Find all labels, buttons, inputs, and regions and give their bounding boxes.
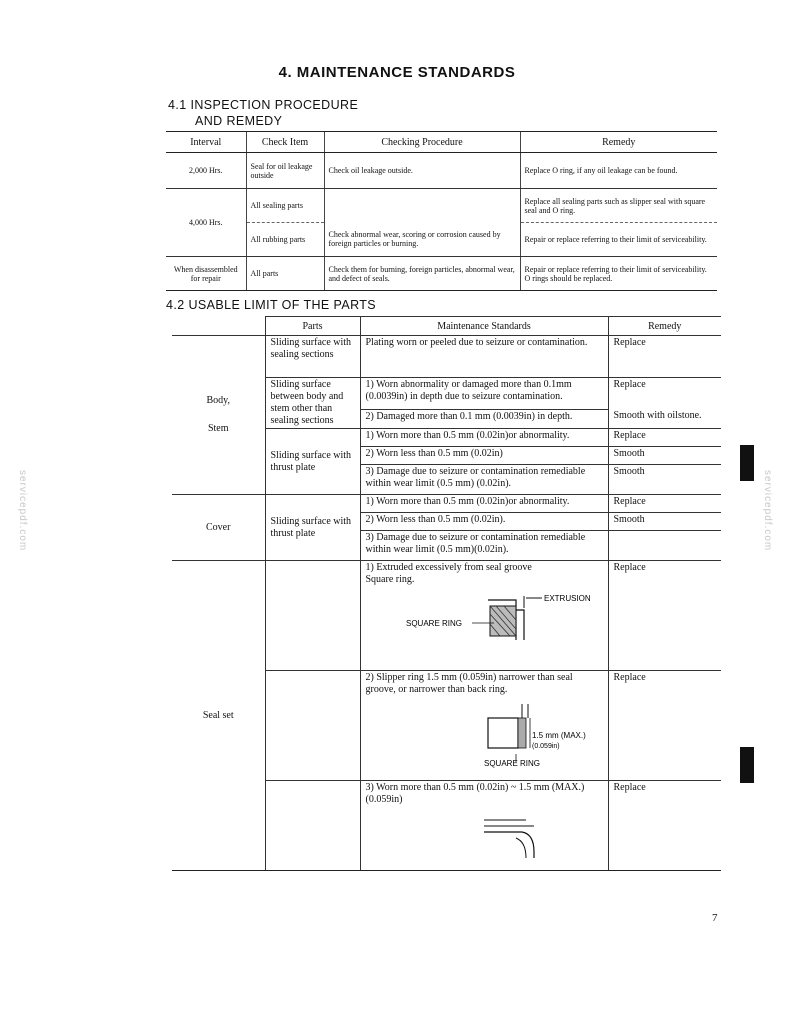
standard-text: 1) Extruded excessively from seal groove Square ring.	[365, 562, 532, 585]
procedure-cell: Check abnormal wear, scoring or corrosion caused by foreign particles or burning.	[324, 223, 520, 257]
header-check-item: Check Item	[246, 132, 324, 153]
section-4-1-heading-line2: AND REMEDY	[195, 114, 283, 128]
group-body-stem-line2: Stem	[207, 423, 229, 434]
remedy-cell	[608, 531, 721, 561]
header-parts: Parts	[265, 317, 360, 336]
part-cell	[265, 561, 360, 671]
section-4-2-heading: 4.2 USABLE LIMIT OF THE PARTS	[166, 298, 377, 312]
remedy-cell: Repair or replace referring to their limit of serviceability.	[520, 223, 717, 257]
procedure-cell: Check oil leakage outside.	[324, 153, 520, 189]
procedure-cell	[324, 189, 520, 223]
max-inch-label: (0.059in)	[531, 743, 560, 750]
part-cell: Sliding surface with sealing sections	[265, 336, 360, 378]
remedy-cell: Replace	[608, 671, 721, 781]
standard-cell	[360, 561, 608, 671]
standard-cell: 3) Damage due to seizure or contamination remediable within wear limit (0.5 mm)(0.02in).	[360, 531, 608, 561]
extrusion-label: EXTRUSION	[543, 594, 591, 603]
standard-text: 2) Slipper ring 1.5 mm (0.059in) narrower than seal groove, or narrower than back ring.	[365, 672, 573, 695]
standard-cell: 2) Worn less than 0.5 mm (0.02in)	[360, 447, 608, 465]
check-item-cell: All parts	[246, 257, 324, 291]
worn-ring-diagram	[366, 812, 596, 862]
table-row	[172, 561, 721, 671]
header-checking-procedure: Checking Procedure	[324, 132, 520, 153]
standard-cell: 1) Worn more than 0.5 mm (0.02in)or abnormality.	[360, 495, 608, 513]
standard-cell: 2) Damaged more than 0.1 mm (0.0039in) in depth.	[360, 409, 608, 428]
table-row	[166, 223, 717, 257]
header-interval: Interval	[166, 132, 246, 153]
binder-mark-bottom	[740, 747, 754, 783]
square-ring-label: SQUARE RING	[405, 619, 462, 628]
standard-cell: 3) Damage due to seizure or contamination remediable within wear limit (0.5 mm) (0.02in).	[360, 465, 608, 495]
remedy-cell: Replace	[608, 495, 721, 513]
group-seal-set: Seal set	[172, 561, 265, 871]
standard-cell: Plating worn or peeled due to seizure or contamination.	[360, 336, 608, 378]
remedy-cell: Smooth with oilstone.	[608, 409, 721, 428]
table-row	[166, 189, 717, 223]
slipper-ring-diagram	[366, 702, 596, 772]
standard-text: 3) Worn more than 0.5 mm (0.02in) ~ 1.5 mm (MAX.) (0.059in)	[365, 782, 585, 805]
page-number: 7	[712, 912, 718, 924]
part-cell: Sliding surface with thrust plate	[265, 495, 360, 561]
group-body-stem	[172, 336, 265, 495]
part-cell	[265, 781, 360, 871]
remedy-cell: Replace	[608, 336, 721, 378]
check-item-cell: Seal for oil leakage outside	[246, 153, 324, 189]
standard-cell	[360, 671, 608, 781]
max-label: 1.5 mm (MAX.)	[531, 731, 586, 740]
section-4-1-heading-line1: 4.1 INSPECTION PROCEDURE	[168, 98, 359, 112]
remedy-cell: Replace	[608, 378, 721, 410]
remedy-cell: Replace	[608, 561, 721, 671]
interval-cell: When disassembled for repair	[166, 257, 246, 291]
remedy-cell: Replace O ring, if any oil leakage can be found.	[520, 153, 717, 189]
page-title: 4. MAINTENANCE STANDARDS	[278, 64, 516, 81]
usable-limit-table	[172, 316, 721, 871]
standard-cell	[360, 781, 608, 871]
table-row	[166, 257, 717, 291]
procedure-cell: Check them for burning, foreign particles, abnormal wear, and defect of seals.	[324, 257, 520, 291]
standard-cell: 1) Worn more than 0.5 mm (0.02in)or abnormality.	[360, 429, 608, 447]
standard-cell: 2) Worn less than 0.5 mm (0.02in).	[360, 513, 608, 531]
header-remedy: Remedy	[520, 132, 717, 153]
remedy-cell: Replace	[608, 781, 721, 871]
header-maintenance-standards: Maintenance Standards	[360, 317, 608, 336]
group-body-stem-line1: Body,	[206, 395, 231, 406]
section-4-1-heading	[168, 97, 358, 129]
inspection-table	[166, 131, 717, 291]
interval-cell: 4,000 Hrs.	[166, 189, 246, 257]
remedy-cell: Replace all sealing parts such as slipper seal with square seal and O ring.	[520, 189, 717, 223]
watermark-left: servicepdf.com	[17, 470, 28, 552]
remedy-cell: Replace	[608, 429, 721, 447]
header-remedy: Remedy	[608, 317, 721, 336]
check-item-cell: All sealing parts	[246, 189, 324, 223]
table-row	[166, 153, 717, 189]
standard-cell: 1) Worn abnormality or damaged more than 0.1mm (0.0039in) in depth due to seizure contamination.	[360, 378, 608, 410]
check-item-cell: All rubbing parts	[246, 223, 324, 257]
group-cover: Cover	[172, 495, 265, 561]
remedy-cell: Smooth	[608, 447, 721, 465]
table-row	[172, 336, 721, 378]
square-ring-label-2: SQUARE RING	[483, 759, 540, 768]
interval-cell: 2,000 Hrs.	[166, 153, 246, 189]
remedy-cell: Smooth	[608, 465, 721, 495]
remedy-cell: Smooth	[608, 513, 721, 531]
part-cell: Sliding surface with thrust plate	[265, 429, 360, 495]
part-cell: Sliding surface between body and stem other than sealing sections	[265, 378, 360, 429]
extrusion-diagram	[366, 592, 596, 650]
binder-mark-top	[740, 445, 754, 481]
part-cell	[265, 671, 360, 781]
remedy-cell: Repair or replace referring to their limit of serviceability. O rings should be replaced.	[520, 257, 717, 291]
watermark-right: servicepdf.com	[762, 470, 773, 552]
table-row	[172, 495, 721, 513]
